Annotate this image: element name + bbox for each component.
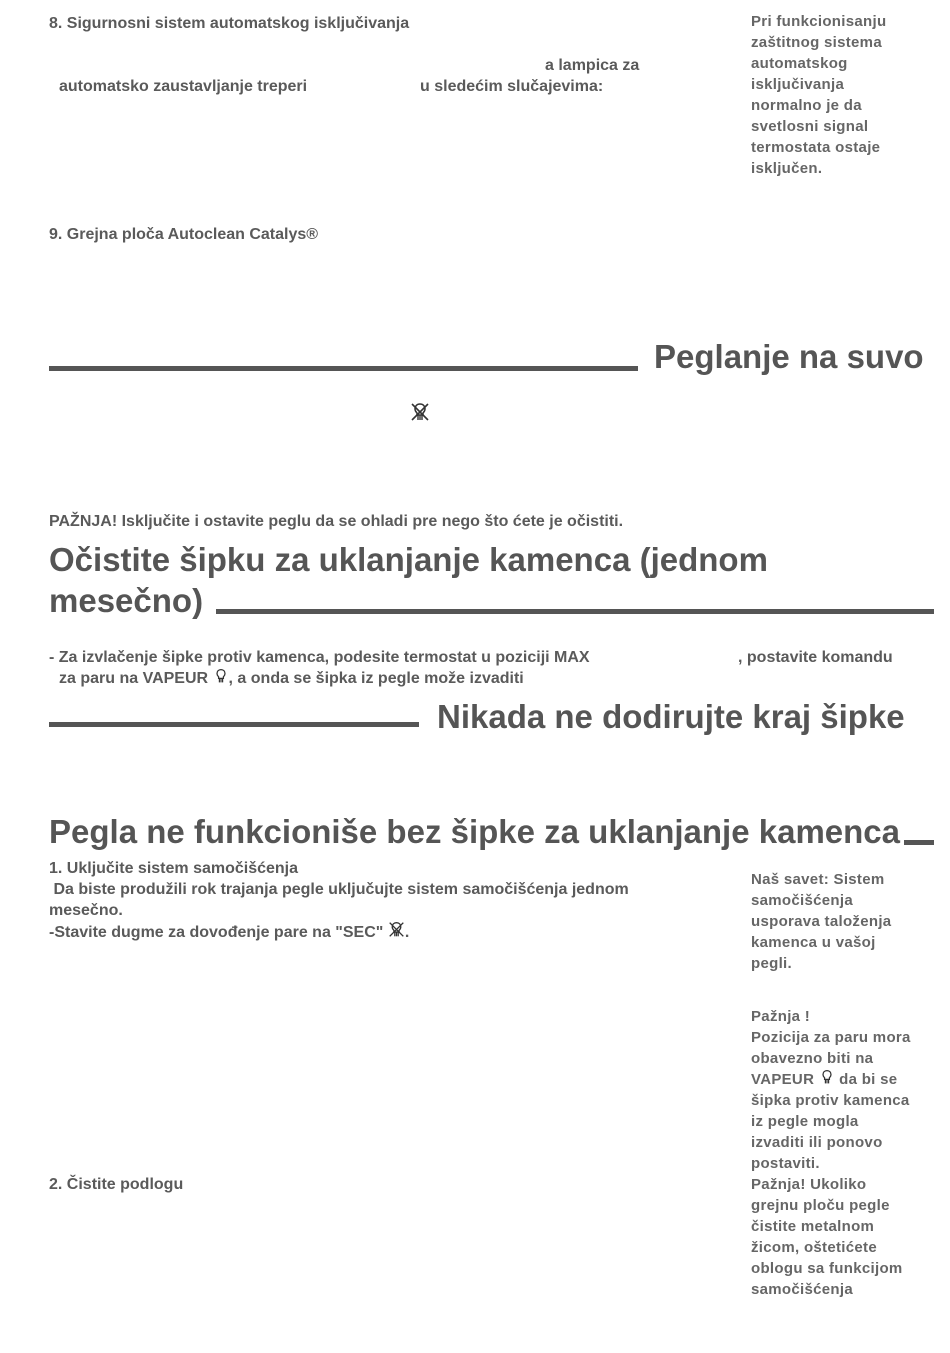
sidebar-line: iz pegle mogla — [751, 1113, 859, 1130]
sidebar-line: Naš savet: Sistem — [751, 871, 885, 888]
self-clean-line-3-end: . — [404, 924, 410, 941]
sec-steam-off-icon — [410, 402, 430, 427]
sidebar-line: grejnu ploču pegle — [751, 1197, 890, 1214]
sidebar-line: isključen. — [751, 160, 823, 177]
self-clean-line-1: Da biste produžili rok trajanja pegle uključujte sistem samočišćenja jednom — [49, 881, 629, 898]
section-8-fragment-1: a lampica za — [545, 57, 640, 74]
heading-rule-dry — [49, 366, 638, 371]
sec-steam-off-icon — [388, 921, 405, 941]
instruction-rod-line-2 — [59, 668, 524, 689]
sidebar-line: postaviti. — [751, 1155, 820, 1172]
section-clean-plate-title: 2. Čistite podlogu — [49, 1176, 184, 1193]
heading-clean-rod-line-2: mesečno) — [49, 582, 204, 619]
sidebar-line: Pozicija za paru mora — [751, 1029, 911, 1046]
heading-clean-rod-line-1: Očistite šipku za uklanjanje kamenca (jednom — [49, 541, 768, 578]
self-clean-line-2: mesečno. — [49, 902, 123, 919]
vapeur-steam-icon — [819, 1069, 835, 1088]
sidebar-line: samočišćenja — [751, 1281, 853, 1298]
instruction-rod-part-3: za paru na VAPEUR — [59, 670, 209, 687]
sidebar-line-vapeur — [751, 1069, 911, 1090]
sidebar-line: zaštitnog sistema — [751, 34, 882, 51]
section-8-fragment-2: automatsko zaustavljanje treperi — [59, 78, 308, 95]
instruction-rod-part-1: - Za izvlačenje šipke protiv kamenca, podesite termostat u poziciji MAX — [49, 649, 590, 666]
sidebar-line: Pri funkcionisanju — [751, 13, 887, 30]
sidebar-line: izvaditi ili ponovo — [751, 1134, 883, 1151]
sidebar-line: obavezno biti na — [751, 1050, 874, 1067]
self-clean-line-3 — [49, 921, 409, 943]
heading-rule-no-function — [904, 840, 934, 845]
heading-never-touch: Nikada ne dodirujte kraj šipke — [437, 698, 905, 735]
sidebar-line: šipka protiv kamenca — [751, 1092, 910, 1109]
sidebar-line: normalno je da — [751, 97, 862, 114]
instruction-rod-part-4: , a onda se šipka iz pegle može izvaditi — [228, 670, 524, 687]
sidebar-line: čistite metalnom — [751, 1218, 875, 1235]
sidebar-line: termostata ostaje — [751, 139, 881, 156]
self-clean-title: 1. Uključite sistem samočišćenja — [49, 860, 299, 877]
sidebar-vapeur-after: da bi se — [839, 1071, 898, 1088]
section-8-title: 8. Sigurnosni sistem automatskog isključivanja — [49, 15, 410, 32]
heading-rule-never-touch — [49, 722, 419, 727]
sidebar-line: žicom, oštetićete — [751, 1239, 877, 1256]
sidebar-line: svetlosni signal — [751, 118, 869, 135]
heading-no-function: Pegla ne funkcioniše bez šipke za uklanjanje kamenca — [49, 813, 901, 850]
sidebar-line: Pažnja! Ukoliko — [751, 1176, 867, 1193]
heading-dry-ironing: Peglanje na suvo — [654, 338, 924, 375]
section-8-fragment-3: u sledećim slučajevima: — [420, 78, 604, 95]
sidebar-line: usporava taloženja — [751, 913, 892, 930]
sidebar-tip — [751, 869, 891, 974]
sidebar-line: isključivanja — [751, 76, 845, 93]
sidebar-line: samočišćenja — [751, 892, 853, 909]
sidebar-line: pegli. — [751, 955, 792, 972]
sidebar-line: automatskog — [751, 55, 848, 72]
sidebar-line: oblogu sa funkcijom — [751, 1260, 903, 1277]
sidebar-line: kamenca u vašoj — [751, 934, 876, 951]
heading-rule-clean-rod — [216, 609, 934, 614]
instruction-rod-part-2: , postavite komandu — [738, 649, 893, 666]
self-clean-sec-text: -Stavite dugme za dovođenje pare na "SEC" — [49, 924, 384, 941]
section-9-title: 9. Grejna ploča Autoclean Catalys® — [49, 226, 319, 243]
sidebar-note-auto-off — [751, 11, 886, 179]
sidebar-warning — [751, 1006, 911, 1300]
warning-cool-down: PAŽNJA! Isključite i ostavite peglu da se ohladi pre nego što ćete je očistiti. — [49, 513, 624, 530]
vapeur-steam-icon — [213, 668, 229, 687]
sidebar-line: Pažnja ! — [751, 1008, 811, 1025]
sidebar-vapeur-text: VAPEUR — [751, 1071, 815, 1088]
